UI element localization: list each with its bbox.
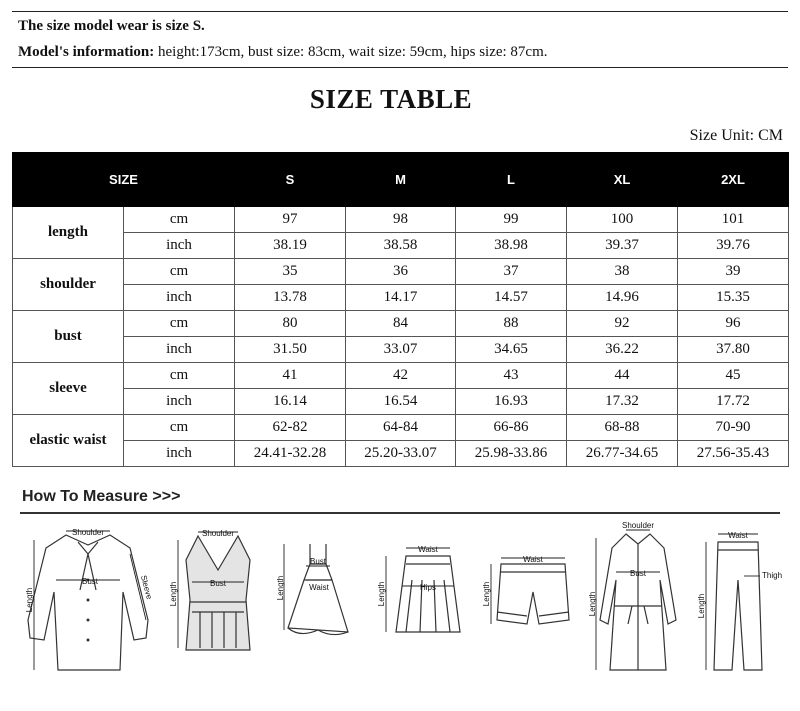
cell-bust-inch: 36.22	[567, 337, 678, 363]
cell-shoulder-cm: 37	[456, 259, 567, 285]
pants-icon	[694, 520, 784, 700]
unit-cm: cm	[124, 363, 235, 389]
cell-elastic-waist-inch: 24.41-32.28	[235, 441, 346, 467]
table-row	[13, 259, 789, 285]
cell-bust-cm: 84	[346, 311, 456, 337]
cell-bust-inch: 37.80	[678, 337, 789, 363]
size-table	[12, 152, 789, 467]
header-m: M	[346, 153, 456, 207]
model-info-box	[12, 11, 788, 68]
svg-text:Length: Length	[588, 591, 597, 617]
cell-length-inch: 38.58	[346, 233, 456, 259]
cell-elastic-waist-cm: 62-82	[235, 415, 346, 441]
svg-text:Length: Length	[25, 587, 34, 613]
svg-text:Waist: Waist	[418, 545, 438, 554]
cell-sleeve-inch: 16.54	[346, 389, 456, 415]
svg-text:Waist: Waist	[523, 555, 543, 564]
cell-elastic-waist-cm: 70-90	[678, 415, 789, 441]
svg-text:Length: Length	[697, 593, 706, 619]
cell-length-cm: 97	[235, 207, 346, 233]
svg-text:Length: Length	[377, 581, 386, 607]
header-size: SIZE	[13, 153, 235, 207]
unit-inch: inch	[124, 285, 235, 311]
svg-text:Bust: Bust	[81, 577, 99, 586]
cell-length-inch: 39.37	[567, 233, 678, 259]
header-l: L	[456, 153, 567, 207]
unit-inch: inch	[124, 441, 235, 467]
svg-text:Waist: Waist	[728, 531, 748, 540]
unit-inch: inch	[124, 337, 235, 363]
measure-name-length: length	[13, 207, 124, 259]
how-to-measure-title: How To Measure >>>	[22, 488, 181, 505]
measure-name-bust: bust	[13, 311, 124, 363]
cell-bust-cm: 80	[235, 311, 346, 337]
header-s: S	[235, 153, 346, 207]
shorts-icon	[483, 520, 583, 700]
cell-sleeve-inch: 17.32	[567, 389, 678, 415]
cell-shoulder-inch: 14.17	[346, 285, 456, 311]
table-header-row	[13, 153, 789, 207]
cell-elastic-waist-cm: 64-84	[346, 415, 456, 441]
table-row	[13, 233, 789, 259]
unit-cm: cm	[124, 415, 235, 441]
cell-bust-inch: 31.50	[235, 337, 346, 363]
svg-text:Shoulder: Shoulder	[71, 528, 105, 537]
vest-top-icon	[168, 520, 268, 700]
table-row	[13, 389, 789, 415]
svg-text:Length: Length	[169, 581, 178, 607]
cell-shoulder-cm: 35	[235, 259, 346, 285]
cell-length-inch: 38.19	[235, 233, 346, 259]
svg-text:Bust: Bust	[309, 557, 327, 566]
dress-icon	[276, 520, 365, 700]
cell-length-cm: 99	[456, 207, 567, 233]
cell-sleeve-cm: 44	[567, 363, 678, 389]
unit-inch: inch	[124, 389, 235, 415]
table-row	[13, 415, 789, 441]
model-size-note: The size model wear is size S.	[18, 18, 205, 34]
cell-shoulder-inch: 15.35	[678, 285, 789, 311]
cell-sleeve-cm: 43	[456, 363, 567, 389]
cell-elastic-waist-inch: 27.56-35.43	[678, 441, 789, 467]
cell-bust-inch: 34.65	[456, 337, 567, 363]
cell-shoulder-cm: 36	[346, 259, 456, 285]
svg-text:Thigh: Thigh	[762, 571, 783, 580]
header-xl: XL	[567, 153, 678, 207]
table-body	[13, 207, 789, 467]
section-divider	[20, 512, 780, 514]
cell-bust-cm: 88	[456, 311, 567, 337]
cell-sleeve-inch: 17.72	[678, 389, 789, 415]
table-row	[13, 363, 789, 389]
cell-bust-inch: 33.07	[346, 337, 456, 363]
measure-name-shoulder: shoulder	[13, 259, 124, 311]
page-title: SIZE TABLE	[309, 84, 473, 114]
cell-sleeve-cm: 45	[678, 363, 789, 389]
table-row	[13, 441, 789, 467]
svg-text:Length: Length	[276, 575, 285, 601]
unit-cm: cm	[124, 207, 235, 233]
svg-text:Sleeve: Sleeve	[138, 574, 154, 601]
cell-shoulder-inch: 14.57	[456, 285, 567, 311]
coat-icon	[588, 520, 687, 700]
cell-length-cm: 98	[346, 207, 456, 233]
cell-elastic-waist-inch: 25.98-33.86	[456, 441, 567, 467]
header-2xl: 2XL	[678, 153, 789, 207]
svg-text:Hips: Hips	[419, 583, 437, 592]
cell-elastic-waist-inch: 26.77-34.65	[567, 441, 678, 467]
unit-cm: cm	[124, 311, 235, 337]
cell-bust-cm: 92	[567, 311, 678, 337]
cell-bust-cm: 96	[678, 311, 789, 337]
cell-sleeve-inch: 16.14	[235, 389, 346, 415]
model-info-label: Model's information:	[18, 44, 155, 60]
table-row	[13, 311, 789, 337]
model-info-value: height:173cm, bust size: 83cm, wait size: 59cm, hips size: 87cm.	[154, 44, 548, 60]
table-row	[13, 285, 789, 311]
skirt-icon	[376, 520, 471, 700]
svg-text:Waist: Waist	[309, 583, 329, 592]
cell-elastic-waist-cm: 68-88	[567, 415, 678, 441]
unit-cm: cm	[124, 259, 235, 285]
measure-name-sleeve: sleeve	[13, 363, 124, 415]
cell-sleeve-cm: 42	[346, 363, 456, 389]
svg-text:Bust: Bust	[209, 579, 227, 588]
table-row	[13, 337, 789, 363]
cell-shoulder-cm: 38	[567, 259, 678, 285]
cell-shoulder-inch: 14.96	[567, 285, 678, 311]
table-row	[13, 207, 789, 233]
cell-sleeve-inch: 16.93	[456, 389, 567, 415]
model-measurements	[18, 44, 548, 61]
size-unit: Size Unit: CM	[689, 127, 783, 144]
blouse-icon	[18, 520, 158, 700]
svg-text:Length: Length	[482, 581, 491, 607]
measure-name-elastic-waist: elastic waist	[13, 415, 124, 467]
cell-sleeve-cm: 41	[235, 363, 346, 389]
cell-length-inch: 38.98	[456, 233, 567, 259]
measurement-guide	[18, 520, 788, 706]
cell-shoulder-inch: 13.78	[235, 285, 346, 311]
unit-inch: inch	[124, 233, 235, 259]
svg-text:Shoulder: Shoulder	[201, 529, 235, 538]
cell-elastic-waist-cm: 66-86	[456, 415, 567, 441]
cell-shoulder-cm: 39	[678, 259, 789, 285]
cell-length-cm: 101	[678, 207, 789, 233]
cell-length-cm: 100	[567, 207, 678, 233]
svg-text:Shoulder: Shoulder	[621, 521, 655, 530]
cell-length-inch: 39.76	[678, 233, 789, 259]
cell-elastic-waist-inch: 25.20-33.07	[346, 441, 456, 467]
svg-text:Bust: Bust	[629, 569, 647, 578]
